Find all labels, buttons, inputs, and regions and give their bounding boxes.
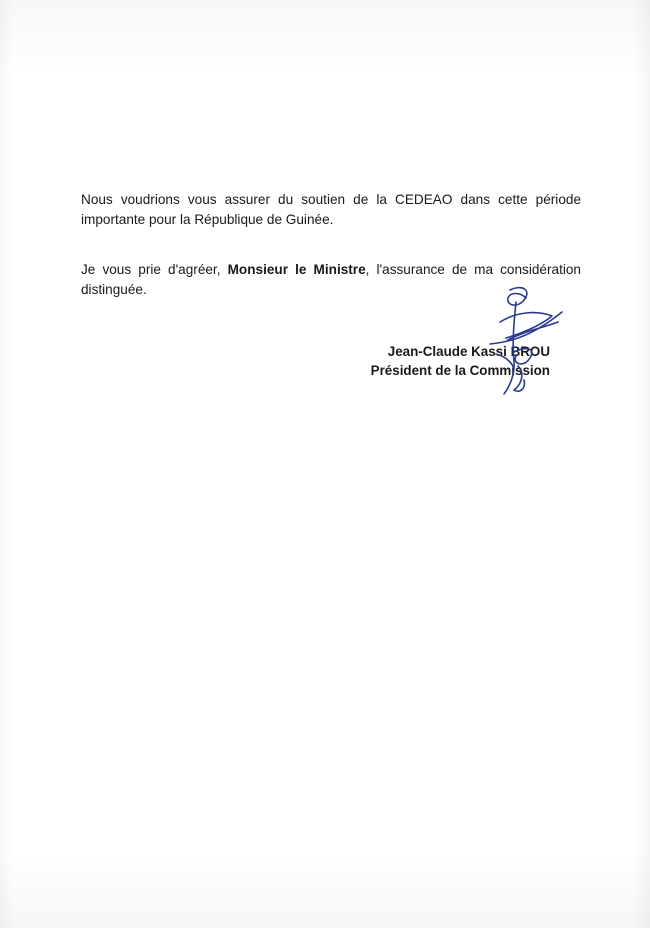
page-edge-shadow-left [0,0,12,928]
closing-text-start: Je vous prie d'agréer, [81,262,228,277]
support-paragraph: Nous voudrions vous assurer du soutien de la CEDEAO dans cette période importante pour la République de Guinée. [81,192,581,227]
addressee-emphasis: Monsieur le Ministre [227,262,366,277]
signature-block [340,342,550,380]
page-edge-shadow-right [632,0,650,928]
closing-paragraph [81,260,581,300]
closing-text-end: , l'assurance de ma considération distinguée. [81,262,581,297]
signatory-name: Jean-Claude Kassi BROU [387,344,550,359]
signatory-title: Président de la Commission [370,363,550,378]
